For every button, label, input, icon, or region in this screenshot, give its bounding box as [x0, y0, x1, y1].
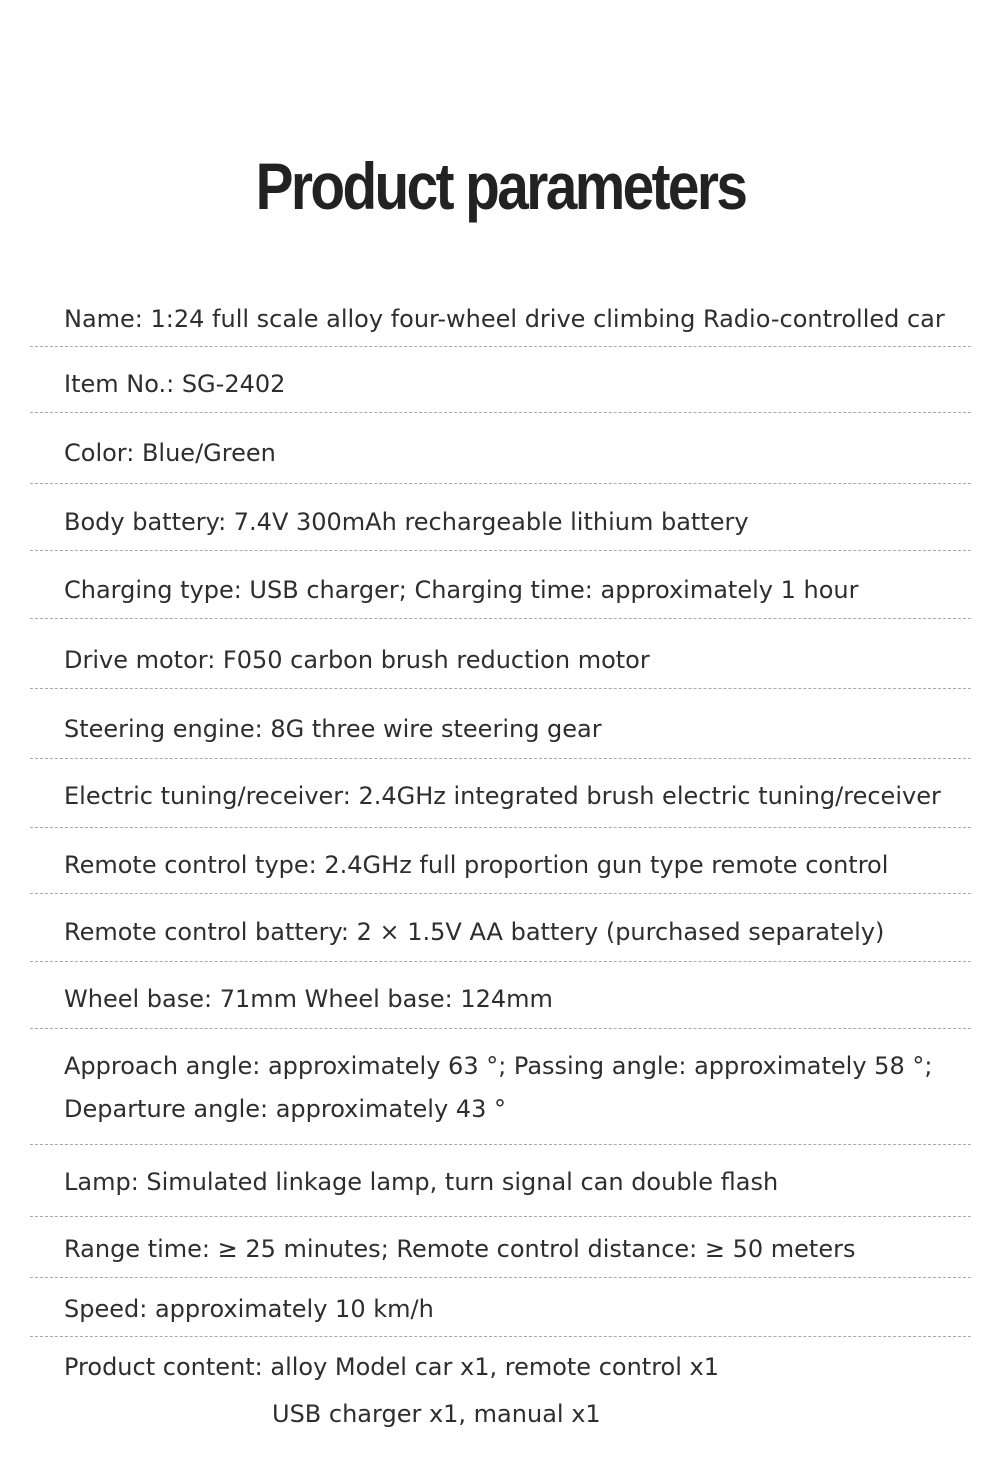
spec-body-battery: Body battery: 7.4V 300mAh rechargeable lithium battery: [64, 508, 749, 536]
divider: [30, 758, 971, 759]
divider: [30, 550, 971, 551]
spec-lamp: Lamp: Simulated linkage lamp, turn signal can double flash: [64, 1168, 779, 1196]
spec-speed: Speed: approximately 10 km/h: [64, 1295, 434, 1323]
page-title: Product parameters: [255, 149, 746, 223]
spec-color: Color: Blue/Green: [64, 439, 276, 467]
spec-wheel-base: Wheel base: 71mm Wheel base: 124mm: [64, 985, 553, 1013]
divider: [30, 827, 971, 828]
spec-product-content-cont: USB charger x1, manual x1: [272, 1400, 601, 1428]
spec-range-time: Range time: ≥ 25 minutes; Remote control distance: ≥ 50 meters: [64, 1235, 856, 1263]
spec-angles-departure: Departure angle: approximately 43 °: [64, 1095, 506, 1123]
spec-drive-motor: Drive motor: F050 carbon brush reduction motor: [64, 646, 650, 674]
spec-angles: Approach angle: approximately 63 °; Passing angle: approximately 58 °;: [64, 1052, 933, 1080]
spec-product-content: Product content: alloy Model car x1, remote control x1: [64, 1353, 719, 1381]
divider: [30, 483, 971, 484]
divider: [30, 688, 971, 689]
divider: [30, 961, 971, 962]
spec-remote-battery: Remote control battery: 2 × 1.5V AA battery (purchased separately): [64, 918, 885, 946]
divider: [30, 1216, 971, 1217]
divider: [30, 1277, 971, 1278]
spec-electric-tuning: Electric tuning/receiver: 2.4GHz integrated brush electric tuning/receiver: [64, 782, 941, 810]
divider: [30, 893, 971, 894]
spec-name: Name: 1:24 full scale alloy four-wheel drive climbing Radio-controlled car: [64, 305, 945, 333]
spec-remote-type: Remote control type: 2.4GHz full proportion gun type remote control: [64, 851, 889, 879]
divider: [30, 1028, 971, 1029]
divider: [30, 1336, 971, 1337]
divider: [30, 618, 971, 619]
spec-steering-engine: Steering engine: 8G three wire steering gear: [64, 715, 602, 743]
divider: [30, 412, 971, 413]
divider: [30, 346, 971, 347]
spec-item-no: Item No.: SG-2402: [64, 370, 286, 398]
spec-charging: Charging type: USB charger; Charging time: approximately 1 hour: [64, 576, 859, 604]
divider: [30, 1144, 971, 1145]
